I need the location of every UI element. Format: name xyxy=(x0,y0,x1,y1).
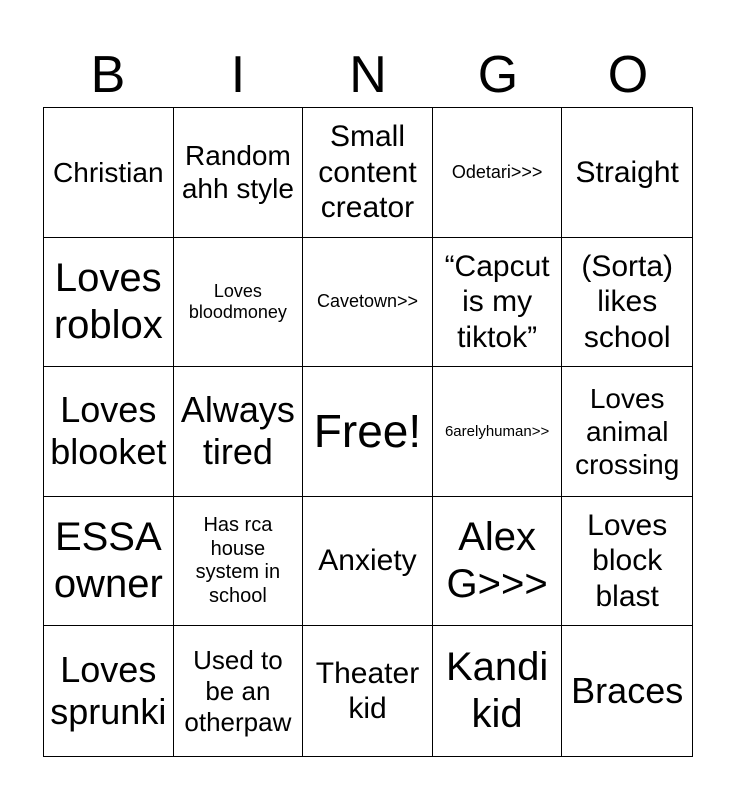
bingo-cell[interactable]: Loves blooket xyxy=(44,367,174,497)
bingo-cell[interactable]: Loves roblox xyxy=(44,238,174,368)
bingo-cell[interactable]: Kandi kid xyxy=(433,626,563,756)
bingo-cell[interactable]: Anxiety xyxy=(303,497,433,627)
bingo-cell[interactable]: Has rca house system in school xyxy=(174,497,304,627)
header-letter-i: I xyxy=(230,46,246,104)
bingo-cell[interactable]: ESSA owner xyxy=(44,497,174,627)
bingo-cell[interactable]: Straight xyxy=(562,108,692,238)
bingo-cell[interactable]: Always tired xyxy=(174,367,304,497)
bingo-cell[interactable]: Odetari>>> xyxy=(433,108,563,238)
bingo-cell[interactable]: Loves animal crossing xyxy=(562,367,692,497)
bingo-cell[interactable]: Random ahh style xyxy=(174,108,304,238)
bingo-cell[interactable]: Braces xyxy=(571,669,684,711)
bingo-cell[interactable]: Alex G>>> xyxy=(433,497,563,627)
bingo-cell[interactable]: Loves sprunki xyxy=(44,626,174,756)
bingo-cell[interactable]: Cavetown>> xyxy=(303,238,433,368)
bingo-header xyxy=(43,44,693,106)
bingo-cell[interactable]: Small content creator xyxy=(303,108,433,238)
bingo-cell[interactable]: “Capcut is my tiktok” xyxy=(433,238,563,368)
free-space-cell[interactable]: Free! xyxy=(303,367,433,497)
bingo-cell[interactable]: Theater kid xyxy=(303,626,433,756)
header-letter-o: O xyxy=(607,46,649,104)
bingo-cell[interactable]: Loves block blast xyxy=(562,497,692,627)
header-letter-n: N xyxy=(349,46,387,104)
header-letter-g: G xyxy=(477,46,519,104)
bingo-cell[interactable]: Loves bloodmoney xyxy=(174,238,304,368)
bingo-cell[interactable]: 6arelyhuman>> xyxy=(433,367,563,497)
bingo-cell[interactable]: (Sorta) likes school xyxy=(562,238,692,368)
header-letter-b: B xyxy=(90,46,126,104)
bingo-cell[interactable]: Christian xyxy=(44,108,174,238)
bingo-cell[interactable]: Used to be an otherpaw xyxy=(174,626,304,756)
bingo-board xyxy=(43,107,693,757)
